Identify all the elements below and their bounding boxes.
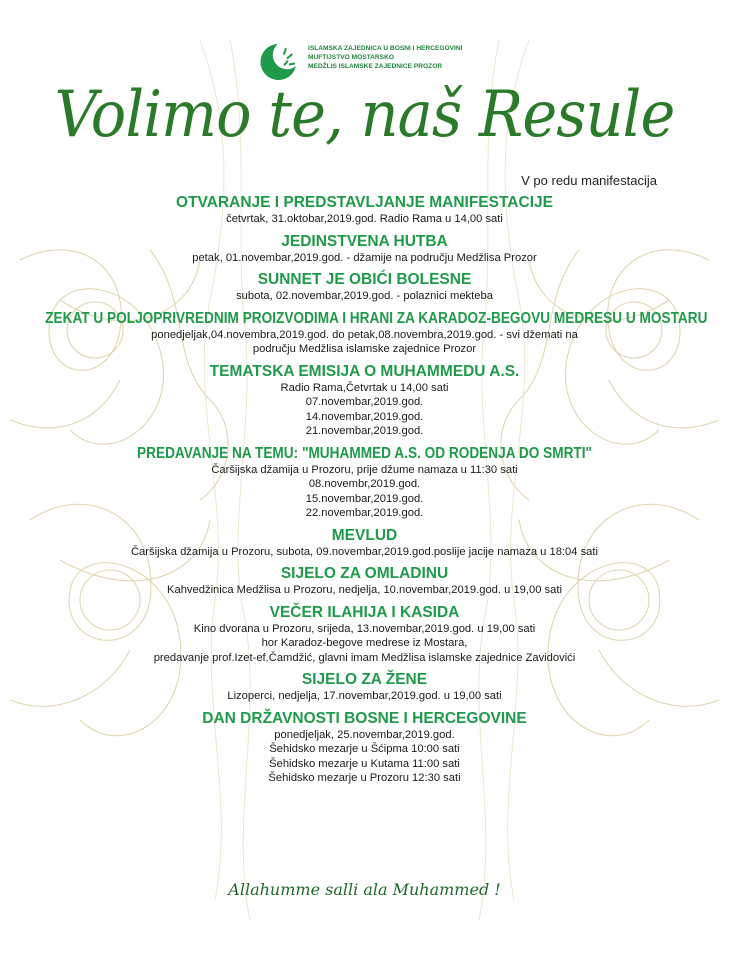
event-line: 22.novembar,2019.god. <box>305 507 424 519</box>
event-title-text: ZEKAT U POLJOPRIVREDNIM PROIZVODIMA I HRANI ZA KARADOZ-BEGOVU MEDRESU U MOSTARU <box>45 309 708 327</box>
closing-salawat: Allahumme salli ala Muhammed ! <box>228 880 501 899</box>
event-line: 08.novembr,2019.god. <box>308 478 421 490</box>
event-zekat <box>0 310 729 357</box>
program-list <box>0 194 729 792</box>
event-title: VEČER ILAHIJA I KASIDA <box>269 603 460 621</box>
event-line: 07.novembar,2019.god. <box>305 396 424 408</box>
org-line: ISLAMSKA ZAJEDNICA U BOSNI I HERCEGOVINI <box>308 45 463 52</box>
event-tematska-emisija <box>0 363 729 439</box>
event-predavanje <box>0 445 729 521</box>
event-line: subota, 02.novembar,2019.god. - polaznici mekteba <box>236 290 493 302</box>
event-opening <box>0 194 729 227</box>
event-sijelo-omladina <box>0 565 729 598</box>
event-mevlud <box>0 527 729 560</box>
event-line: 14.novembar,2019.god. <box>305 410 424 423</box>
event-vecer-ilahija <box>0 604 729 666</box>
event-line: ponedjeljak,04.novembra,2019.god. do petak,08.novembra,2019.god. - svi džemati na <box>151 328 578 341</box>
event-title: MEVLUD <box>331 526 398 544</box>
event-title: SIJELO ZA ŽENE <box>301 671 428 688</box>
event-line: Lizoperci, nedjelja, 17.novembar,2019.god. u 19,00 sati <box>227 690 502 702</box>
event-line: Čaršijska džamija u Prozoru, prije džume namaza u 11:30 sati <box>211 463 518 476</box>
event-title: SIJELO ZA OMLADINU <box>280 565 449 582</box>
event-title: TEMATSKA EMISIJA O MUHAMMEDU A.S. <box>209 362 520 380</box>
event-line: petak, 01.novembar,2019.god. - džamije na području Medžlisa Prozor <box>192 251 537 264</box>
event-title: SUNNET JE OBIĆI BOLESNE <box>257 271 472 288</box>
org-line: MEDŽLIS ISLAMSKE ZAJEDNICE PROZOR <box>308 63 443 70</box>
main-title: Volimo te, naš Resule <box>54 78 675 152</box>
event-title: DAN DRŽAVNOSTI BOSNE I HERCEGOVINE <box>202 709 527 727</box>
org-line: MUFTIJSTVO MOSTARSKO <box>308 54 394 61</box>
event-line: Šehidsko mezarje u Prozoru 12:30 sati <box>268 772 461 784</box>
event-hutba <box>0 233 729 266</box>
event-title-text: PREDAVANJE NA TEMU: "MUHAMMED A.S. OD RODENJA DO SMRTI" <box>137 444 592 462</box>
event-line: Šehidsko mezarje u Šćipma 10:00 sati <box>269 743 460 755</box>
event-line: Kino dvorana u Prozoru, srijeda, 13.novembar,2019.god. u 19,00 sati <box>193 622 536 635</box>
event-line: Kahvedžinica Medžlisa u Prozoru, nedjelja, 10.novembar,2019.god. u 19,00 sati <box>167 584 562 596</box>
event-line: 21.novembar,2019.god. <box>305 425 424 437</box>
event-dan-drzavnosti <box>0 710 729 786</box>
organization-name <box>308 44 486 71</box>
event-line: Šehidsko mezarje u Kutama 11:00 sati <box>269 757 460 770</box>
event-sunnet <box>0 271 729 304</box>
event-line: Radio Rama,Četvrtak u 14,00 sati <box>280 381 449 394</box>
event-title: JEDINSTVENA HUTBA <box>281 232 448 250</box>
event-title: OTVARANJE I PREDSTAVLJANJE MANIFESTACIJE <box>176 194 553 211</box>
event-line: području Medžlisa islamske zajednice Prozor <box>252 343 477 355</box>
event-line: hor Karadoz-begove medrese iz Mostara, <box>261 637 468 649</box>
event-line: ponedjeljak, 25.novembar,2019.god. <box>274 728 455 741</box>
subtitle: V po redu manifestacija <box>521 173 657 188</box>
event-line: četvrtak, 31.oktobar,2019.god. Radio Rama u 14,00 sati <box>226 213 503 225</box>
event-sijelo-zene <box>0 671 729 704</box>
event-line: 15.novembar,2019.god. <box>305 492 424 505</box>
event-title <box>0 445 729 463</box>
event-line: predavanje prof.Izet-ef.Čamdžić, glavni imam Medžlisa islamske zajednice Zavidovići <box>153 651 576 664</box>
event-line: Čaršijska džamija u Prozoru, subota, 09.novembar,2019.god.poslije jacije namaza u 18:04 sati <box>130 545 599 558</box>
event-title <box>0 310 729 328</box>
